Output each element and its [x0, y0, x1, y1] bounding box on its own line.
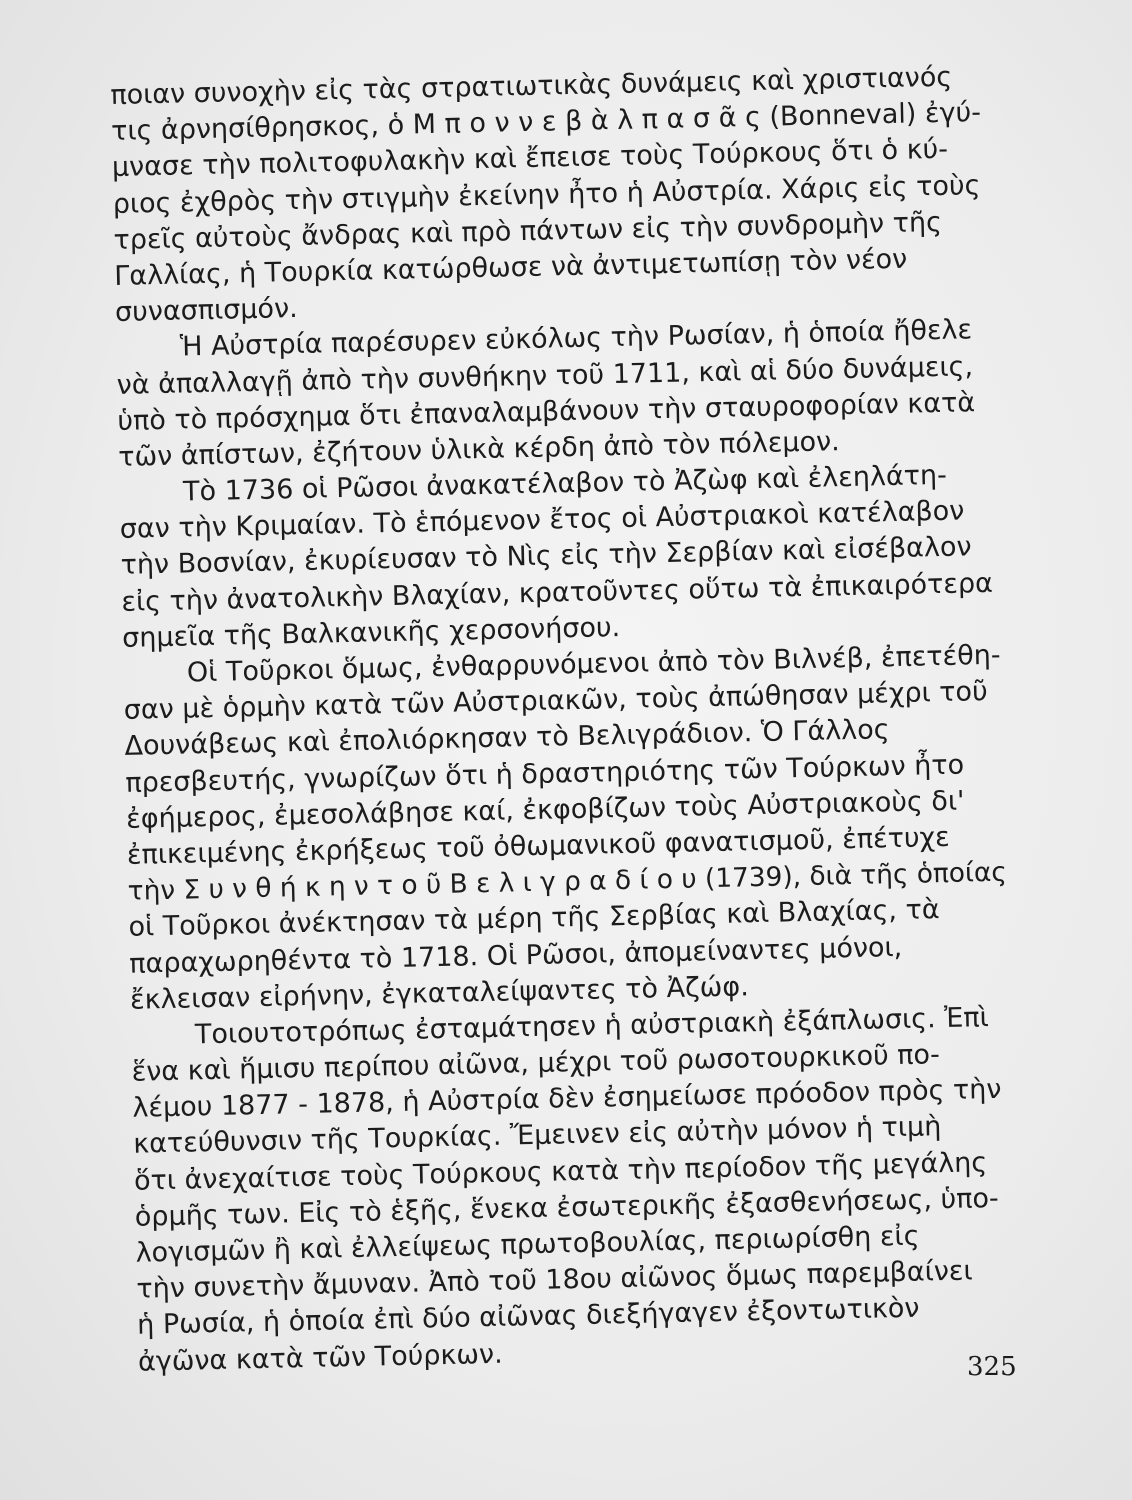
text-line: ὅτι ἀνεχαίτισε τοὺς Τούρκους κατὰ τὴν περίοδον τῆς μεγάλης — [133, 1146, 988, 1197]
text-line: ἀγῶνα κατὰ τῶν Τούρκων. — [137, 1338, 503, 1378]
paragraph-start-line: Τὸ 1736 οἱ Ρῶσοι ἀνακατέλαβον τὸ Ἀζὼφ καὶ ἐλεηλάτη- — [182, 459, 948, 508]
text-line: τῶν ἀπίστων, ἐζήτουν ὑλικὰ κέρδη ἀπὸ τὸν πόλεμον. — [117, 426, 841, 473]
text-line: κατεύθυνσιν τῆς Τουρκίας. Ἔμεινεν εἰς αὐτὴν μόνον ἡ τιμὴ — [132, 1111, 942, 1161]
paragraph-start-line: Τοιουτοτρόπως ἐσταμάτησεν ἡ αὐστριακὴ ἐξάπλωσις. Ἐπὶ — [194, 1001, 990, 1051]
text-line: ἡ Ρωσία, ἡ ὁποία ἐπὶ δύο αἰῶνας διεξήγαγεν ἐξοντωτικὸν — [136, 1293, 920, 1342]
text-line: λογισμῶν ἢ καὶ ἐλλείψεως πρωτοβουλίας, περιωρίσθη εἰς — [135, 1220, 920, 1269]
text-line: οἱ Τοῦρκοι ἀνέκτησαν τὰ μέρη τῆς Σερβίας καὶ Βλαχίας, τὰ — [128, 894, 940, 944]
text-line: παραχωρηθέντα τὸ 1718. Οἱ Ρῶσοι, ἀπομείναντες μόνοι, — [128, 931, 903, 980]
text-line: εἰς τὴν ἀνατολικὴν Βλαχίαν, κρατοῦντες οὕτω τὰ ἐπικαιρότερα — [121, 567, 994, 618]
text-line: λέμου 1877 - 1878, ἡ Αὐστρία δὲν ἐσημείωσε πρόοδον πρὸς τὴν — [132, 1074, 1002, 1125]
text-line: σαν τὴν Κριμαίαν. Τὸ ἑπόμενον ἔτος οἱ Αὐστριακοὶ κατέλαβον — [119, 495, 965, 546]
page-number: 325 — [967, 1352, 1017, 1382]
text-line: ἔκλεισαν εἰρήνην, ἐγκαταλείψαντες τὸ Ἀζώφ. — [129, 970, 750, 1016]
text-line: ὁρμῆς των. Εἰς τὸ ἑξῆς, ἕνεκα ἐσωτερικῆς ἐξασθενήσεως, ὑπο- — [134, 1182, 1000, 1233]
text-line: τὴν Βοσνίαν, ἐκυρίευσαν τὸ Νὶς εἰς τὴν Σερβίαν καὶ εἰσέβαλον — [120, 531, 972, 582]
text-line: ἐφήμερος, ἐμεσολάβησε καί, ἐκφοβίζων τοὺς Αὐστριακοὺς δι' — [125, 785, 965, 835]
text-line: ποιαν συνοχὴν εἰς τὰς στρατιωτικὰς δυνάμεις καὶ χριστιανός — [110, 61, 953, 111]
text-line: Γαλλίας, ἡ Τουρκία κατώρθωσε νὰ ἀντιμετωπίσῃ τὸν νέον — [113, 243, 908, 292]
text-line: Δουνάβεως καὶ ἐπολιόρκησαν τὸ Βελιγράδιον. Ὁ Γάλλος — [124, 714, 890, 763]
text-line: μνασε τὴν πολιτοφυλακὴν καὶ ἔπεισε τοὺς Τούρκους ὅτι ὁ κύ- — [111, 134, 949, 184]
text-line: συνασπισμόν. — [114, 293, 299, 329]
body-text — [110, 59, 1018, 1381]
paragraph-start-line: Ἡ Αὐστρία παρέσυρεν εὐκόλως τὴν Ρωσίαν, ἡ ὁποία ἤθελε — [179, 314, 973, 363]
text-line: ριος ἐχθρὸς τὴν στιγμὴν ἐκείνην ἦτο ἡ Αὐστρία. Χάρις εἰς τοὺς — [112, 169, 981, 220]
text-line: τρεῖς αὐτοὺς ἄνδρας καὶ πρὸ πάντων εἰς τὴν συνδρομὴν τῆς — [113, 206, 943, 256]
text-line: τις ἀρνησίθρησκος, ὁ Μ π ο ν ν ε β ὰ λ π α σ ᾶ ς (Bonneval) ἐγύ- — [110, 97, 982, 148]
text-line: τὴν Σ υ ν θ ή κ η ν τ ο ῦ Β ε λ ι γ ρ α δ ί ο υ (1739), διὰ τῆς ὁποίας — [127, 856, 1008, 907]
text-line: ἕνα καὶ ἥμισυ περίπου αἰῶνα, μέχρι τοῦ ρωσοτουρκικοῦ πο- — [131, 1039, 941, 1088]
text-line: νὰ ἀπαλλαγῇ ἀπὸ τὴν συνθήκην τοῦ 1711, καὶ αἱ δύο δυνάμεις, — [116, 350, 974, 401]
text-line: ἐπικειμένης ἐκρήξεως τοῦ ὀθωμανικοῦ φανατισμοῦ, ἐπέτυχε — [126, 821, 951, 871]
text-line: σαν μὲ ὁρμὴν κατὰ τῶν Αὐστριακῶν, τοὺς ἀπώθησαν μέχρι τοῦ — [123, 676, 988, 727]
text-line: ὑπὸ τὸ πρόσχημα ὅτι ἐπαναλαμβάνουν τὴν σταυροφορίαν κατὰ — [117, 386, 976, 437]
paragraph-start-line: Οἱ Τοῦρκοι ὅμως, ἐνθαρρυνόμενοι ἀπὸ τὸν Βιλνέβ, ἐπετέθη- — [186, 639, 1001, 689]
text-line: πρεσβευτής, γνωρίζων ὅτι ἡ δραστηριότης τῶν Τούρκων ἦτο — [125, 749, 965, 799]
text-line: σημεῖα τῆς Βαλκανικῆς χερσονήσου. — [121, 611, 621, 654]
text-line: τὴν συνετὴν ἄμυναν. Ἀπὸ τοῦ 18ου αἰῶνος ὅμως παρεμβαίνει — [136, 1255, 973, 1305]
